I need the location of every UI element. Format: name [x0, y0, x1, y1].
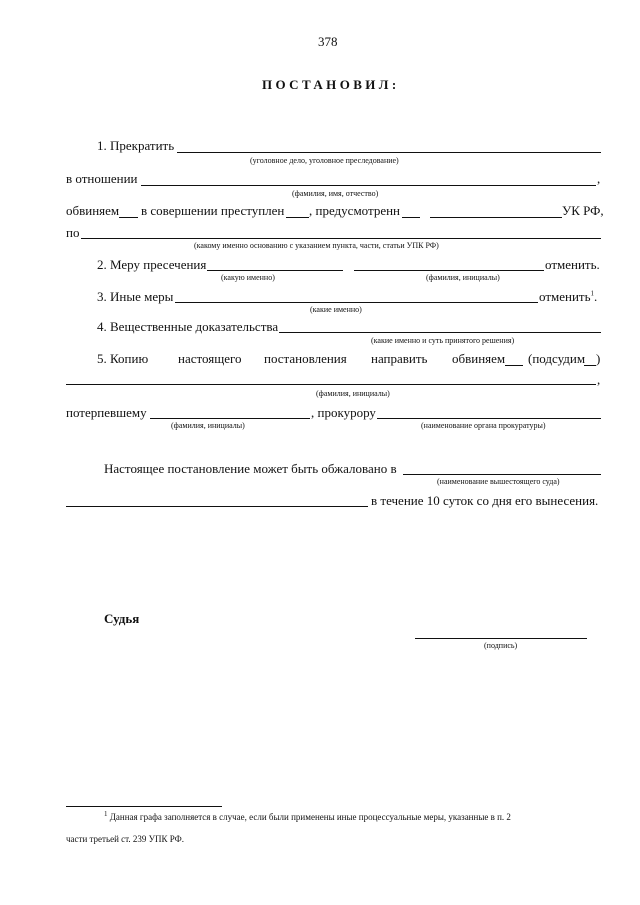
item2-action: отменить.: [545, 257, 600, 272]
higher-court-line[interactable]: [403, 474, 601, 475]
signature-hint: (подпись): [484, 641, 518, 650]
appeal-hint: (наименование вышестоящего суда): [437, 477, 560, 486]
accused-ending-line[interactable]: [119, 217, 138, 218]
footnote-line-1: $^1$ Данная графа заполняется в случае, если были применены иные процессуальные меры, указанные в п. 2: [104, 810, 511, 822]
prosecutor-line[interactable]: [377, 418, 601, 419]
item3-label: 3. Иные меры: [97, 289, 174, 304]
judge-label: Судья: [104, 611, 140, 626]
page-number: 378: [318, 34, 338, 49]
appeal-term: в течение 10 суток со дня его вынесения.: [371, 493, 599, 508]
item1-label: 1. Прекратить: [97, 138, 175, 153]
article-line[interactable]: [430, 217, 562, 218]
item3-hint: (какие именно): [310, 305, 362, 314]
item5-word-defendant: (подсудим: [528, 351, 586, 366]
item5-word-send: направить: [371, 351, 428, 366]
item4-label: 4. Вещественные доказательства: [97, 319, 279, 334]
basis-hint: (какому именно основанию с указанием пункта, части, статьи УПК РФ): [194, 241, 439, 250]
relation-hint: (фамилия, имя, отчество): [292, 189, 379, 198]
victim-label: потерпевшему: [66, 405, 147, 420]
accused-label: обвиняем: [66, 203, 120, 218]
preventive-measure-line[interactable]: [207, 270, 343, 271]
footnote-separator: [66, 806, 222, 807]
victim-line[interactable]: [150, 418, 310, 419]
prosecutor-label: , прокурору: [311, 405, 376, 420]
item1-hint: (уголовное дело, уголовное преследование): [250, 156, 399, 165]
other-measures-line[interactable]: [175, 302, 538, 303]
item5-name-line[interactable]: [66, 384, 596, 385]
footnote-ref-1: 1: [590, 289, 595, 298]
item2-hint-which: (какую именно): [221, 273, 275, 282]
crime-ending-line[interactable]: [286, 217, 309, 218]
signature-line[interactable]: [415, 638, 587, 639]
footnote-mark: 1: [104, 810, 108, 818]
higher-court-line-continued[interactable]: [66, 506, 368, 507]
footnote-line-2: части третьей ст. 239 УПК РФ.: [66, 834, 184, 844]
appeal-text: Настоящее постановление может быть обжаловано в: [104, 461, 397, 476]
item2-label: 2. Меру пресечения: [97, 257, 207, 272]
item5-hint: (фамилия, инициалы): [316, 389, 390, 398]
basis-line[interactable]: [81, 238, 601, 239]
item5-defendant-ending-line[interactable]: [584, 365, 596, 366]
commission-label: в совершении преступлен: [141, 203, 285, 218]
item5-accused-ending-line[interactable]: [505, 365, 523, 366]
decision-heading: ПОСТАНОВИЛ:: [262, 77, 400, 92]
item3-action: отменить$^1$.: [539, 289, 598, 304]
basis-label: по: [66, 225, 80, 240]
item4-hint: (какие именно и суть принятого решения): [371, 336, 515, 345]
item5-word-resolution: постановления: [264, 351, 347, 366]
item5-word-this: настоящего: [178, 351, 242, 366]
victim-hint: (фамилия, инициалы): [171, 421, 245, 430]
relation-label: в отношении: [66, 171, 138, 186]
evidence-line[interactable]: [279, 332, 601, 333]
item5-close-paren: ): [596, 351, 601, 366]
provided-label: , предусмотренн: [309, 203, 401, 218]
provided-ending-line[interactable]: [402, 217, 420, 218]
item5-word-accused: обвиняем: [452, 351, 506, 366]
prosecutor-hint: (наименование органа прокуратуры): [421, 421, 546, 430]
item5-word-copy: 5. Копию: [97, 351, 149, 366]
item5-comma: ,: [597, 372, 601, 387]
item2-name-line[interactable]: [354, 270, 544, 271]
criminal-code-label: УК РФ,: [562, 203, 604, 218]
relation-comma: ,: [597, 171, 601, 186]
item1-line[interactable]: [177, 152, 601, 153]
item2-hint-name: (фамилия, инициалы): [426, 273, 500, 282]
relation-line[interactable]: [141, 185, 596, 186]
